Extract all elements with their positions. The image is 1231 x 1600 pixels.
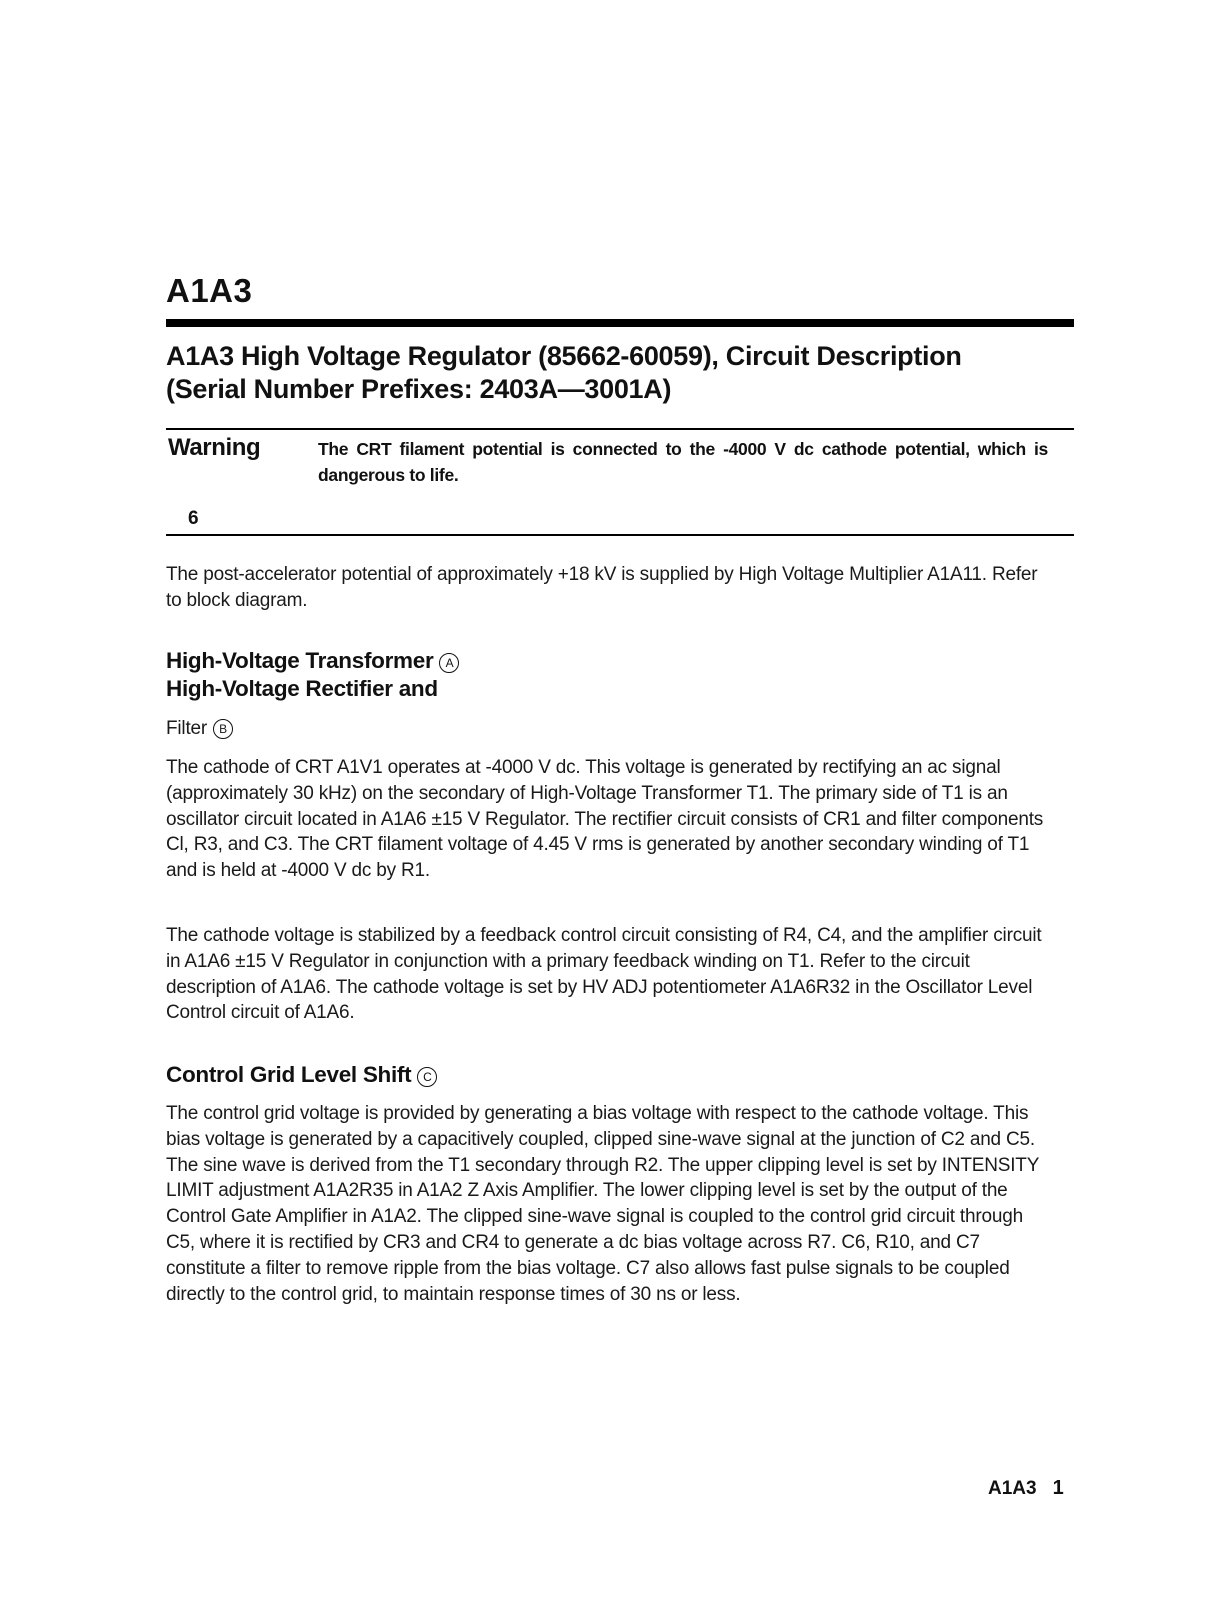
circled-letter-c-icon: C	[417, 1067, 437, 1087]
chapter-tag: A1A3	[166, 272, 253, 309]
section-c-heading-text: Control Grid Level Shift	[166, 1062, 412, 1087]
section-a-heading-2: High-Voltage Rectifier and	[166, 676, 438, 701]
section-c-paragraph: The control grid voltage is provided by generating a bias voltage with respect to the cathode voltage. This bias voltage is generated by a capacitively coupled, clipped sine-wave signal at the junction of C2 and C5. The sine wave is derived from the T1 secondary through R2. The upper clipping level is set by INTENSITY LIMIT adjustment A1A2R35 in A1A2 Z Axis Amplifier. The lower clipping level is set by the output of the Control Gate Amplifier in A1A2. The clipped sine-wave signal is coupled to the control grid circuit through C5, where it is rectified by CR3 and CR4 to generate a dc bias voltage across R7. C6, R10, and C7 constitute a filter to remove ripple from the bias voltage. C7 also allows fast pulse signals to be coupled directly to the control grid, to maintain response times of 30 ns or less.	[166, 1103, 1039, 1305]
warning-text: The CRT filament potential is connected to the -4000 V dc cathode potential, which is dangerous to life.	[318, 439, 1048, 485]
title-line-1: A1A3 High Voltage Regulator (85662-60059), Circuit Description	[166, 341, 962, 371]
warning-number: 6	[188, 508, 199, 529]
intro-paragraph: The post-accelerator potential of approximately +18 kV is supplied by High Voltage Multiplier A1A11. Refer to block diagram.	[166, 564, 1038, 611]
circled-letter-a-icon: A	[439, 653, 459, 673]
section-a-heading-1	[166, 647, 459, 675]
title-line-2: (Serial Number Prefixes: 2403A—3001A)	[166, 374, 672, 404]
circled-letter-b-icon: B	[213, 719, 233, 739]
section-a-paragraph-1: The cathode of CRT A1V1 operates at -4000 V dc. This voltage is generated by rectifying an ac signal (approximately 30 kHz) on the secondary of High-Voltage Transformer T1. The primary side of T1 is an oscillator circuit located in A1A6 ±15 V Regulator. The rectifier circuit consists of CR1 and filter components Cl, R3, and C3. The CRT filament voltage of 4.45 V rms is generated by another secondary winding of T1 and is held at -4000 V dc by R1.	[166, 757, 1044, 882]
warning-top-rule	[166, 428, 1074, 430]
page-footer	[988, 1477, 1064, 1500]
section-a-subheading-text: Filter	[166, 718, 208, 739]
section-a-paragraph-2: The cathode voltage is stabilized by a feedback control circuit consisting of R4, C4, and the amplifier circuit in A1A6 ±15 V Regulator in conjunction with a primary feedback winding on T1. Refer to the circuit description of A1A6. The cathode voltage is set by HV ADJ potentiometer A1A6R32 in the Oscillator Level Control circuit of A1A6.	[166, 925, 1042, 1024]
section-a-subheading	[166, 716, 1050, 742]
warning-label: Warning	[168, 434, 261, 461]
page-number: 1	[1052, 1477, 1064, 1499]
chapter-rule	[166, 319, 1074, 327]
section-a-heading-1-text: High-Voltage Transformer	[166, 648, 434, 673]
page-title	[166, 340, 1066, 406]
section-c-heading	[166, 1061, 437, 1089]
warning-bottom-rule	[166, 534, 1074, 536]
footer-tag: A1A3	[988, 1478, 1037, 1499]
